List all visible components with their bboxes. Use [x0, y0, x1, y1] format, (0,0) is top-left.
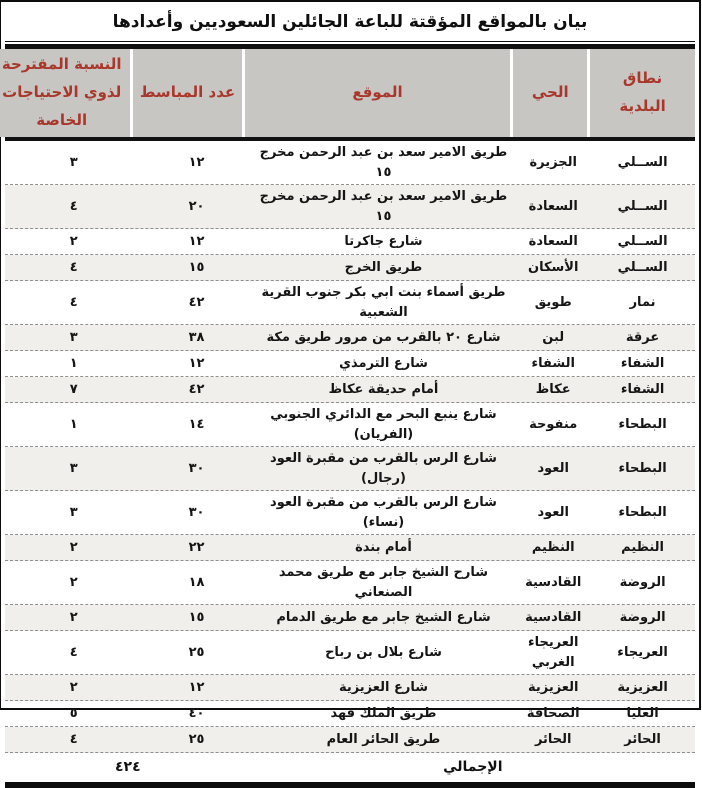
stalls-count-cell: ٣٨ — [189, 329, 206, 345]
stalls-count-cell: ٣٠ — [189, 504, 206, 520]
stalls-count-cell: ١٢ — [189, 355, 206, 371]
table-row — [6, 229, 696, 255]
municipality-cell: الســلي — [618, 259, 669, 275]
special-needs-cell: ٣ — [70, 504, 79, 520]
table-body — [6, 141, 696, 753]
location-cell: شارع الرس بالقرب من مقبرة العود (رجال) — [271, 451, 498, 486]
table-row — [6, 447, 696, 491]
location-cell: طريق الملك فهد — [331, 705, 438, 721]
header-cell-location — [246, 49, 512, 137]
bottom-border-bar — [6, 782, 696, 788]
special-needs-cell: ٣ — [70, 154, 79, 170]
municipality-cell: نمار — [630, 294, 657, 310]
location-cell: طريق الامير سعد بن عبد الرحمن مخرج ١٥ — [260, 189, 509, 224]
header-label-municipality: نطاق البلدية — [620, 69, 667, 115]
district-cell: الحائر — [535, 731, 573, 747]
stalls-count-cell: ١٨ — [189, 574, 206, 590]
district-cell: عكاظ — [536, 381, 572, 397]
location-cell: شارع ٢٠ بالقرب من مرور طريق مكة — [267, 329, 502, 345]
stalls-count-cell: ١٢ — [189, 233, 206, 249]
table-row — [6, 141, 696, 185]
table-row — [6, 631, 696, 675]
location-cell: شارع الرس بالقرب من مقبرة العود (نساء) — [271, 495, 498, 530]
district-cell: السعادة — [529, 233, 579, 249]
municipality-cell: الســلي — [618, 198, 669, 214]
district-cell: القادسية — [526, 574, 583, 590]
stalls-count-cell: ١٤ — [189, 416, 206, 432]
district-cell: السعادة — [529, 198, 579, 214]
table-row — [6, 403, 696, 447]
total-value: ٤٢٤ — [116, 759, 142, 775]
location-cell: طريق الحائر العام — [327, 731, 442, 747]
district-cell: العزيزية — [528, 679, 580, 695]
district-cell: لبن — [543, 329, 566, 345]
stalls-count-cell: ٤٢ — [189, 294, 206, 310]
district-cell: الشفاء — [532, 355, 576, 371]
special-needs-cell: ٤ — [70, 259, 79, 275]
table-row — [6, 701, 696, 727]
municipality-cell: عرقة — [626, 329, 661, 345]
district-cell: الأسكان — [528, 259, 580, 275]
district-cell: العود — [538, 504, 570, 520]
header-cell-district — [514, 49, 588, 137]
special-needs-cell: ٣ — [70, 460, 79, 476]
table-row — [6, 535, 696, 561]
location-cell: شارع جاكرتا — [345, 233, 424, 249]
stalls-count-cell: ٢٢ — [189, 539, 206, 555]
district-cell: طويق — [535, 294, 573, 310]
municipality-cell: البطحاء — [619, 460, 668, 476]
location-cell: طريق الخرج — [345, 259, 424, 275]
special-needs-cell: ٢ — [70, 233, 79, 249]
municipality-cell: الســلي — [618, 154, 669, 170]
table-row — [6, 491, 696, 535]
special-needs-cell: ٥ — [70, 705, 79, 721]
location-cell: أمام حديقة عكاظ — [329, 381, 440, 397]
table-row — [6, 185, 696, 229]
municipality-cell: العريجاء — [618, 644, 669, 660]
header-label-stalls: عدد المباسط — [140, 83, 237, 102]
header-label-special-needs: النسبة المقترحة لذوي الاحتياجات الخاصة — [2, 55, 123, 129]
special-needs-cell: ٧ — [70, 381, 79, 397]
special-needs-cell: ٢ — [70, 679, 79, 695]
municipality-cell: البطحاء — [619, 416, 668, 432]
table-row — [6, 377, 696, 403]
location-cell: شارع بلال بن رباح — [326, 644, 443, 660]
stalls-count-cell: ١٥ — [189, 259, 206, 275]
municipality-cell: النظيم — [622, 539, 665, 555]
header-cell-special-needs — [0, 49, 131, 137]
district-cell: الصحافة — [527, 705, 581, 721]
stalls-count-cell: ١٥ — [189, 609, 206, 625]
municipality-cell: الروضة — [620, 609, 667, 625]
municipality-cell: العليا — [627, 705, 660, 721]
special-needs-cell: ١ — [70, 355, 79, 371]
special-needs-cell: ٢ — [70, 609, 79, 625]
municipality-cell: الشفاء — [621, 355, 666, 371]
location-cell: شارع ينبع البحر مع الدائري الجنوبي (الفريان) — [271, 407, 498, 442]
table-row — [6, 561, 696, 605]
district-cell: العود — [538, 460, 570, 476]
location-cell: شارع الترمذي — [340, 355, 429, 371]
header-cell-stalls — [134, 49, 242, 137]
table-row — [6, 325, 696, 351]
municipality-cell: الروضة — [620, 574, 667, 590]
district-cell: القادسية — [526, 609, 583, 625]
location-cell: أمام بندة — [356, 539, 413, 555]
total-label: الإجمالي — [444, 759, 504, 775]
municipality-cell: العزيزية — [618, 679, 669, 695]
stalls-count-cell: ٢٥ — [189, 644, 206, 660]
special-needs-cell: ٢ — [70, 539, 79, 555]
header-label-location: الموقع — [353, 83, 404, 102]
table-row — [6, 675, 696, 701]
municipality-cell: الســلي — [618, 233, 669, 249]
stalls-count-cell: ٢٠ — [189, 198, 206, 214]
special-needs-cell: ٤ — [70, 731, 79, 747]
municipality-cell: الشفاء — [621, 381, 666, 397]
special-needs-cell: ١ — [70, 416, 79, 432]
district-cell: النظيم — [532, 539, 576, 555]
location-cell: شارح الشيخ جابر مع طريق محمد الصنعاني — [279, 565, 490, 600]
table-row — [6, 281, 696, 325]
location-cell: شارع العزيزية — [339, 679, 430, 695]
special-needs-cell: ٤ — [70, 294, 79, 310]
municipality-cell: الحائر — [625, 731, 662, 747]
title-divider-thin — [6, 41, 696, 42]
municipality-cell: البطحاء — [619, 504, 668, 520]
special-needs-cell: ٣ — [70, 329, 79, 345]
special-needs-cell: ٢ — [70, 574, 79, 590]
table-row — [6, 351, 696, 377]
location-cell: طريق أسماء بنت ابي بكر جنوب القرية الشعبية — [262, 285, 507, 320]
table-row — [6, 727, 696, 753]
district-cell: الجزيرة — [530, 154, 578, 170]
special-needs-cell: ٤ — [70, 198, 79, 214]
table-row — [6, 605, 696, 631]
header-cell-municipality — [591, 49, 696, 137]
district-cell: منفوحة — [530, 416, 579, 432]
stalls-count-cell: ٤٠ — [189, 705, 206, 721]
district-cell: العريجاء الغربي — [528, 635, 580, 670]
stalls-count-cell: ١٢ — [189, 154, 206, 170]
stalls-count-cell: ٣٠ — [189, 460, 206, 476]
table-row — [6, 255, 696, 281]
table-header — [2, 49, 696, 137]
total-row — [6, 753, 696, 781]
stalls-count-cell: ٢٥ — [189, 731, 206, 747]
stalls-count-cell: ١٢ — [189, 679, 206, 695]
special-needs-cell: ٤ — [70, 644, 79, 660]
location-cell: طريق الامير سعد بن عبد الرحمن مخرج ١٥ — [260, 145, 509, 180]
page-title: بيان بالمواقع المؤقتة للباعة الجائلين السعوديين وأعدادها — [113, 12, 589, 32]
stalls-count-cell: ٤٢ — [189, 381, 206, 397]
header-label-district: الحي — [532, 83, 570, 102]
location-cell: شارع الشيخ جابر مع طريق الدمام — [277, 609, 492, 625]
